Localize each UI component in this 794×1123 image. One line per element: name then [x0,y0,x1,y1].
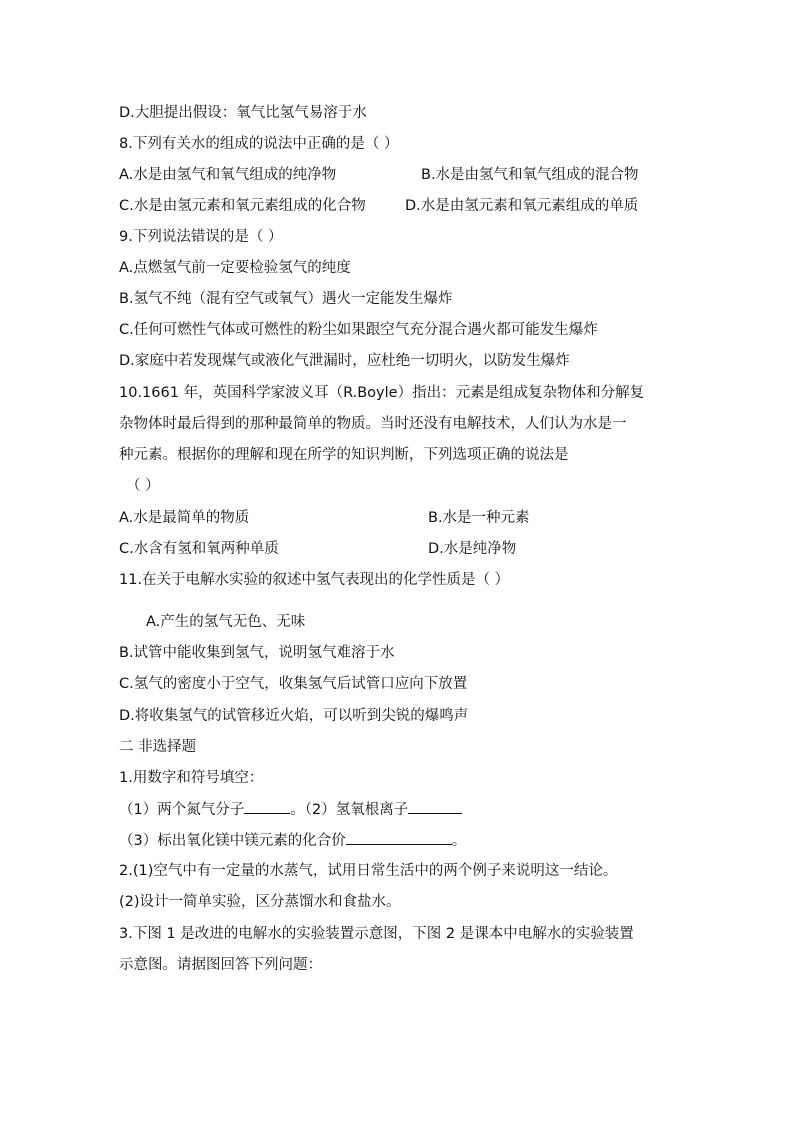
p1-item-1-2 [119,799,462,820]
answer-blank[interactable] [408,799,462,814]
q11-option-d: D.将收集氢气的试管移近火焰，可以听到尖锐的爆鸣声 [119,708,469,724]
p1-item-1-label: （1）两个氮气分子 [119,802,245,818]
q11-option-b: B.试管中能收集到氢气，说明氢气难溶于水 [119,645,395,661]
q8-option-c: C.水是由氢元素和氧元素组成的化合物 [119,198,366,214]
q10-option-a: A.水是最简单的物质 [119,510,250,526]
q8-option-a: A.水是由氢气和氧气组成的纯净物 [119,167,337,183]
p2-part-1: 2.(1)空气中有一定量的水蒸气，试用日常生活中的两个例子来说明这一结论。 [119,863,618,879]
q10-stem-line-2: 杂物体时最后得到的那种最简单的物质。当时还没有电解技术，人们认为水是一 [119,416,627,432]
p1-item-3 [119,830,466,851]
answer-blank[interactable] [244,799,290,814]
q8-stem: 8.下列有关水的组成的说法中正确的是（ ） [119,136,399,152]
p3-stem-line-2: 示意图。请据图回答下列问题： [119,957,322,973]
p1-item-3-end: 。 [451,833,467,849]
q10-option-b: B.水是一种元素 [428,510,530,526]
p2-part-2: (2)设计一简单实验，区分蒸馏水和食盐水。 [119,894,401,910]
q9-stem: 9.下列说法错误的是（ ） [119,229,283,245]
answer-blank[interactable] [346,830,452,845]
q10-stem-line-3: 种元素。根据你的理解和现在所学的知识判断，下列选项正确的说法是 [119,447,569,463]
q8-option-d: D.水是由氢元素和氧元素组成的单质 [405,198,639,214]
q10-option-d: D.水是纯净物 [428,541,517,557]
q11-option-c: C.氢气的密度小于空气，收集氢气后试管口应向下放置 [119,676,468,692]
q10-stem-line-1: 10.1661 年，英国科学家波义耳（R.Boyle）指出：元素是组成复杂物体和分解复 [119,385,645,401]
q11-stem: 11.在关于电解水实验的叙述中氢气表现出的化学性质是（ ） [119,572,510,588]
q9-option-a: A.点燃氢气前一定要检验氢气的纯度 [119,260,351,276]
section-heading-non-choice: 二 非选择题 [119,739,197,755]
p1-item-2-label: 。（2）氢氧根离子 [290,802,409,818]
q9-option-b: B.氢气不纯（混有空气或氧气）遇火一定能发生爆炸 [119,291,453,307]
q9-option-c: C.任何可燃性气体或可燃性的粉尘如果跟空气充分混合遇火都可能发生爆炸 [119,322,598,338]
q7-option-d: D.大胆提出假设：氧气比氢气易溶于水 [119,105,367,121]
p1-item-3-label: （3）标出氧化镁中镁元素的化合价 [119,833,346,849]
q11-option-a: A.产生的氢气无色、无味 [146,614,306,630]
q10-answer-paren: （ ） [126,478,160,494]
q9-option-d: D.家庭中若发现煤气或液化气泄漏时，应杜绝一切明火，以防发生爆炸 [119,353,570,369]
p1-stem: 1.用数字和符号填空： [119,770,264,786]
q10-option-c: C.水含有氢和氧两种单质 [119,541,279,557]
q8-option-b: B.水是由氢气和氧气组成的混合物 [421,167,639,183]
p3-stem-line-1: 3.下图 1 是改进的电解水的实验装置示意图，下图 2 是课本中电解水的实验装置 [119,926,634,942]
